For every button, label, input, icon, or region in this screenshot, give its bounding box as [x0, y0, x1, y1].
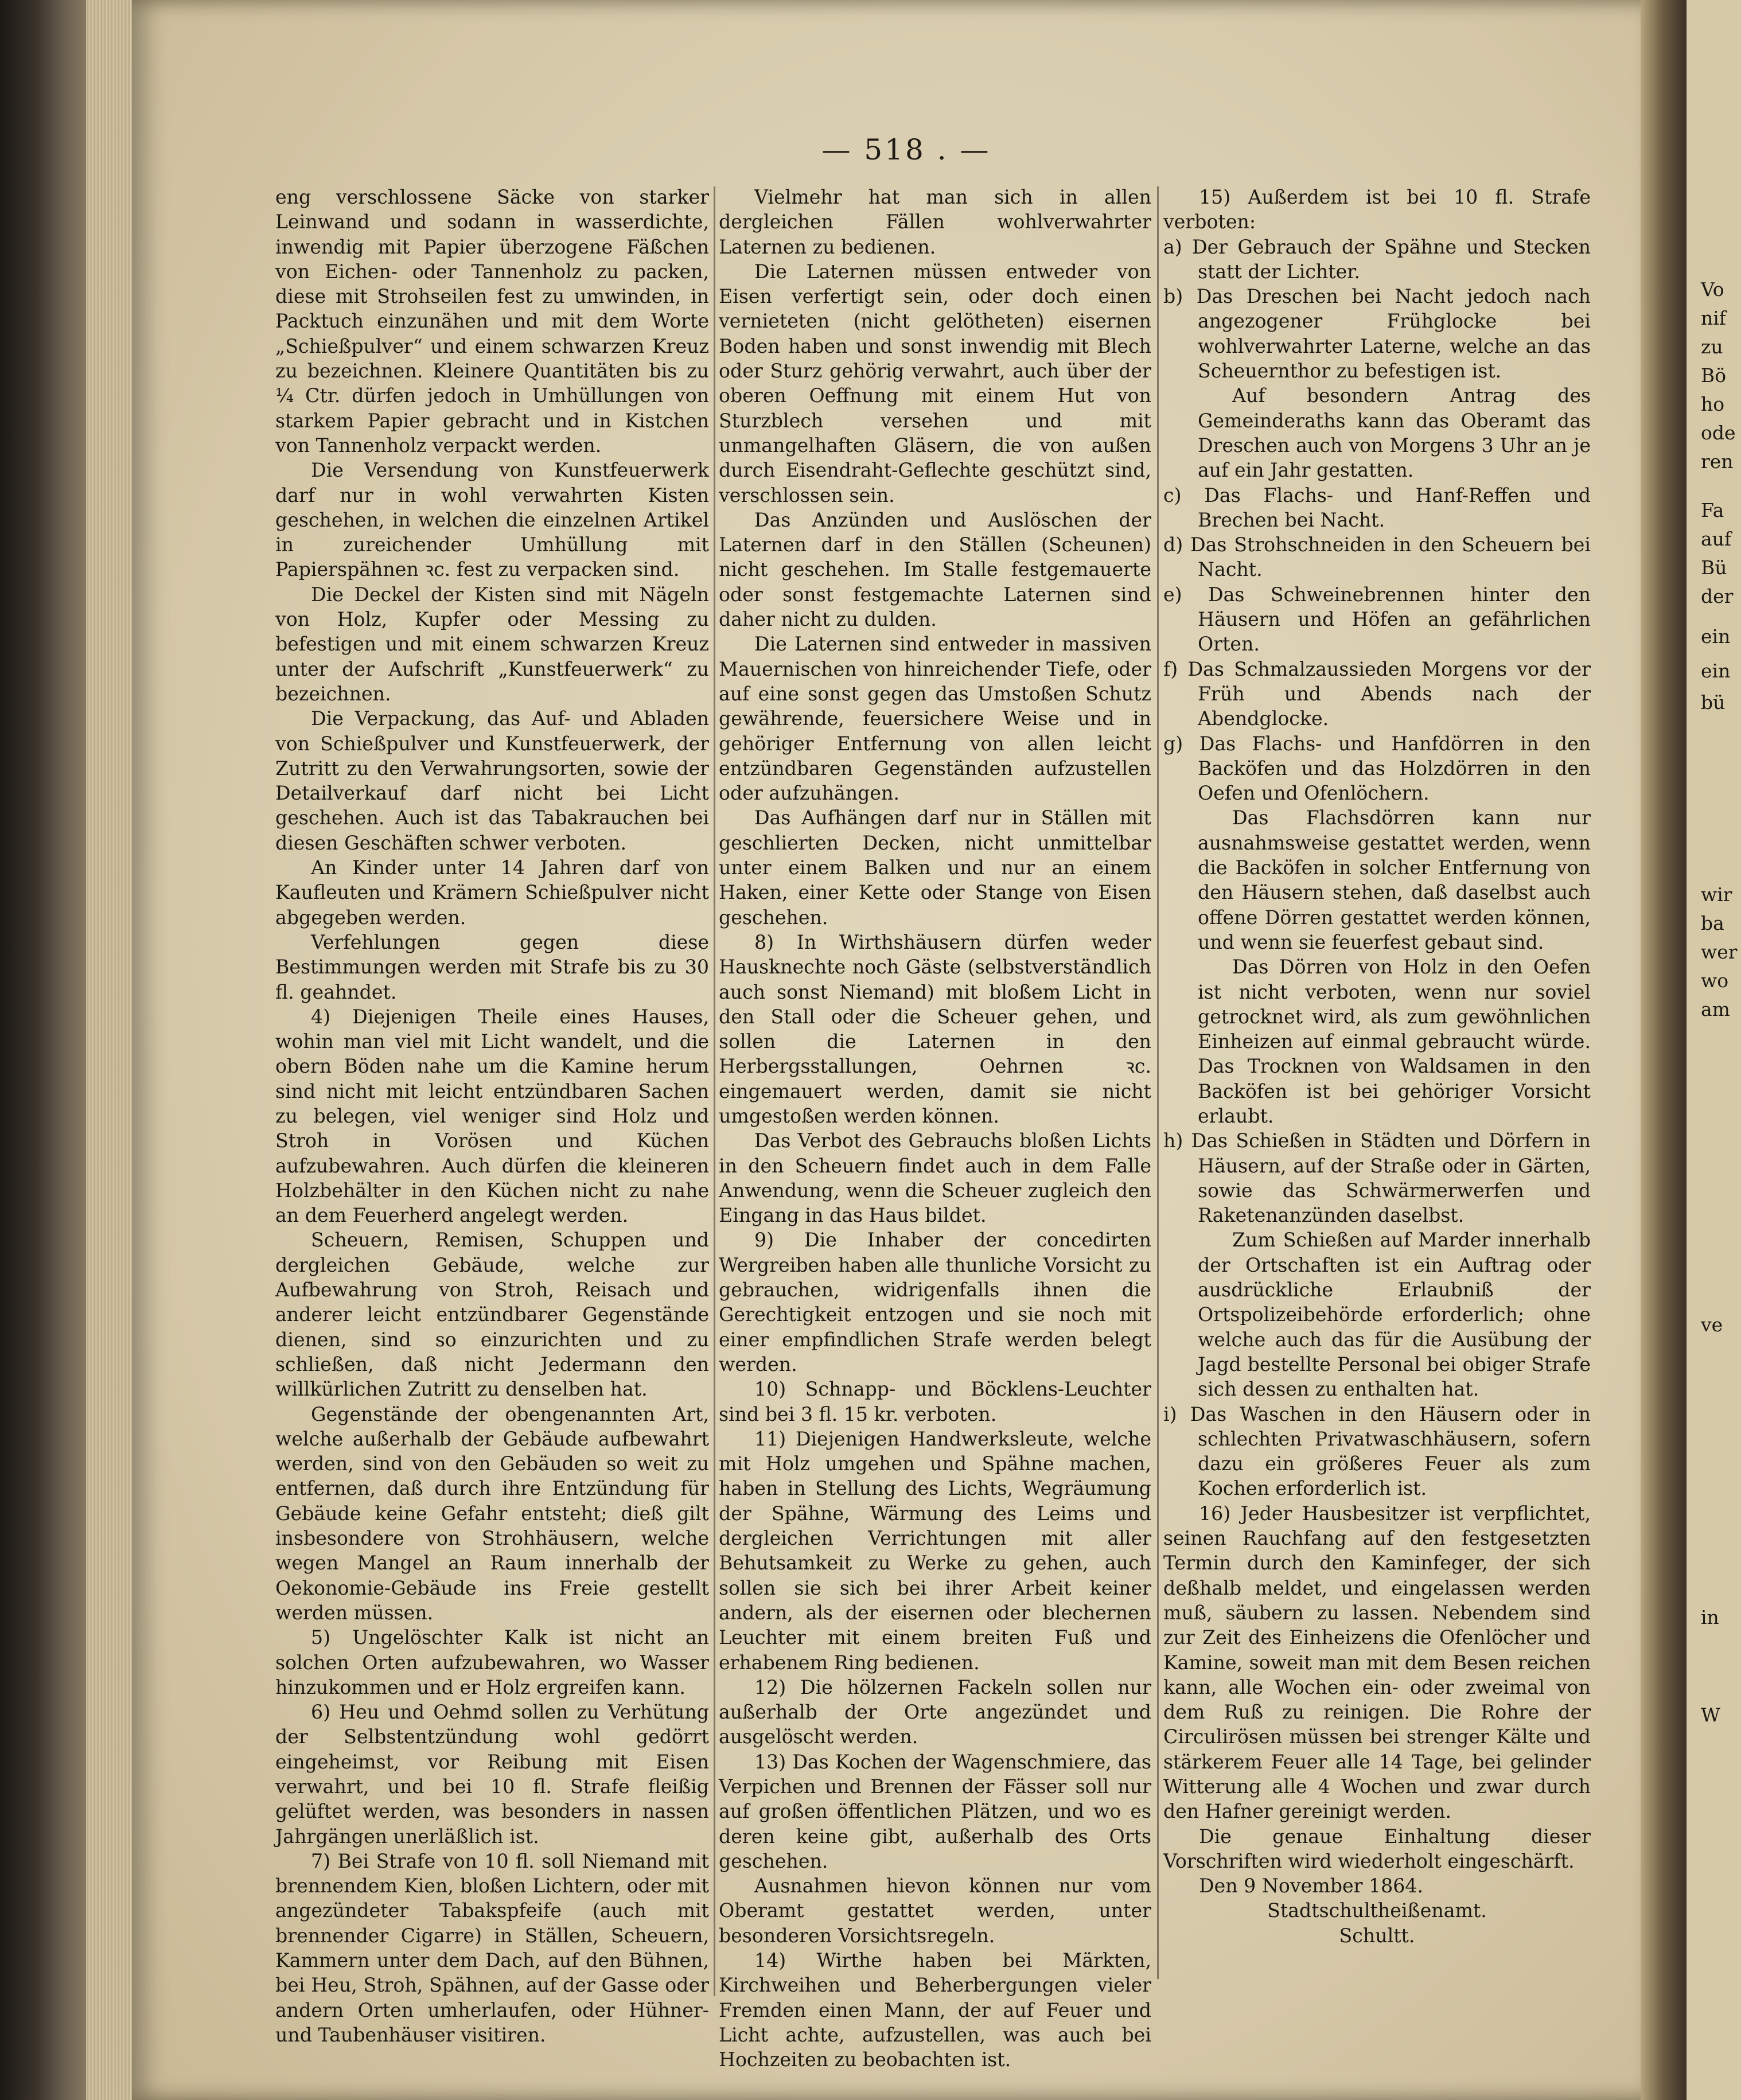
item-label: c) [1163, 484, 1182, 507]
office-line: Stadtschultheißenamt. [1267, 1899, 1487, 1922]
fragment-word: ho [1701, 393, 1725, 415]
fragment-word: Fa [1701, 499, 1724, 521]
fragment-word: auf [1701, 528, 1732, 550]
fragment-word: ein [1701, 625, 1731, 648]
item-label: a) [1163, 235, 1182, 258]
item-label: h) [1163, 1129, 1183, 1152]
section-heading: 15) Außerdem ist bei 10 fl. Strafe verboten: [1163, 186, 1591, 233]
fragment-word: zu [1701, 336, 1723, 358]
fragment-word: Vo [1701, 278, 1724, 301]
item-label: b) [1163, 285, 1183, 308]
paragraph: Das Verbot des Gebrauchs bloßen Lichts in den Scheuern findet auch in dem Falle Anwendung, wenn die Scheuer zugleich den Eingang in das Haus bildet. [719, 1129, 1151, 1227]
paragraph: An Kinder unter 14 Jahren darf von Kaufleuten und Krämern Schießpulver nicht abgegeben werden. [275, 856, 709, 929]
paragraph: 11) Diejenigen Handwerksleute, welche mit Holz umgehen und Spähne machen, haben in Stellung des Lichts, Wegräumung der Spähne, Wärmung des Leims und dergleichen Verrichtungen mit aller Behutsamkeit zu Werke zu gehen, auch sollen sie sich bei ihrer Arbeit keiner andern, als der eisernen oder blechernen Leuchter mit einem breiten Fuß und erhabenem Ring bedienen. [719, 1427, 1151, 1674]
fragment-word: wo [1701, 969, 1729, 992]
list-item [1163, 532, 1591, 582]
paragraph: Die Laternen sind entweder in massiven Mauernischen von hinreichender Tiefe, oder auf eine sonst gegen das Umstoßen Schutz gewährende, feuersichere Weise und in gehöriger Entfernung von allen leicht entzündbaren Gegenständen aufzustellen oder aufzuhängen. [719, 633, 1151, 805]
fragment-word: ve [1701, 1314, 1723, 1336]
fragment-word: ode [1701, 422, 1736, 444]
page-number: — 518 . — [821, 133, 991, 166]
item-text: Das Flachs- und Hanf-Reffen und Brechen bei Nacht. [1198, 484, 1591, 531]
item-note: Das Dörren von Holz in den Oefen ist nicht verboten, wenn nur soviel getrocknet wird, als zum gewöhnlichen Einheizen auf einmal gebraucht würde. Das Trocknen von Waldsamen in den Backöfen ist bei gehöriger Vorsicht erlaubt. [1198, 956, 1591, 1127]
fragment-word: Bö [1701, 364, 1727, 387]
paragraph: 13) Das Kochen der Wagenschmiere, das Verpichen und Brennen der Fässer soll nur auf großen öffentlichen Plätzen, und wo es deren keine gibt, außerhalb des Orts geschehen. [719, 1750, 1151, 1872]
list-item [1163, 1402, 1591, 1501]
item-label: g) [1163, 732, 1183, 755]
paragraph: Vielmehr hat man sich in allen dergleichen Fällen wohlverwahrter Laternen zu bedienen. [719, 186, 1151, 258]
list-item [1163, 483, 1591, 533]
text-column-2 [719, 185, 1151, 2072]
paragraph: Die Verpackung, das Auf- und Abladen von Schießpulver und Kunstfeuerwerk, der Zutritt zu den Verwahrungsorten, sowie der Detailverkauf darf nicht bei Licht geschehen. Auch ist das Tabakrauchen bei diesen Geschäften schwer verboten. [275, 707, 709, 854]
column-divider [1157, 186, 1159, 1979]
item-label: i) [1163, 1402, 1177, 1425]
fragment-word: ein [1701, 660, 1731, 682]
paragraph: Die Versendung von Kunstfeuerwerk darf nur in wohl verwahrten Kisten geschehen, in welchen die einzelnen Artikel in zureichender Umhüllung mit Papierspähnen ꝛc. fest zu verpacken sind. [275, 459, 709, 581]
paragraph: Ausnahmen hievon können nur vom Oberamt gestattet werden, unter besonderen Vorsichtsregeln. [719, 1875, 1151, 1947]
paragraph: 14) Wirthe haben bei Märkten, Kirchweihen und Beherbergungen vieler Fremden einen Mann, der auf Feuer und Licht achte, aufzustellen, was auch bei Hochzeiten zu beobachten ist. [719, 1949, 1151, 2071]
paragraph: Die Deckel der Kisten sind mit Nägeln von Holz, Kupfer oder Messing zu befestigen und mit einem schwarzen Kreuz unter der Aufschrift „Kunstfeuerwerk“ zu bezeichnen. [275, 583, 709, 705]
fragment-word: ba [1701, 912, 1724, 934]
book-gutter [1641, 0, 1687, 2100]
paragraph: 8) In Wirthshäusern dürfen weder Hausknechte noch Gäste (selbstverständlich auch sonst Niemand) mit bloßem Licht in den Stall oder die Scheuer gehen, und sollen die Laternen in den Herbergsstallungen, Oehrnen ꝛc. eingemauert werden, damit sie nicht umgestoßen werden können. [719, 930, 1151, 1127]
paragraph: Scheuern, Remisen, Schuppen und dergleichen Gebäude, welche zur Aufbewahrung von Stroh, Reisach und anderer leicht entzündbarer Gegenstände dienen, sind so einzurichten und zu schließen, daß nicht Jedermann den willkürlichen Zutritt zu denselben hat. [275, 1229, 709, 1401]
item-text: Das Flachs- und Hanfdörren in den Backöfen und das Holzdörren in den Oefen und Ofenlöchern. [1198, 732, 1591, 805]
item-note: Zum Schießen auf Marder innerhalb der Ortschaften ist ein Auftrag oder ausdrückliche Erlaubniß der Ortspolizeibehörde erforderlich; ohne welche auch das für die Ausübung der Jagd bestellte Personal bei obiger Strafe sich dessen zu enthalten hat. [1198, 1229, 1591, 1401]
paragraph: Das Anzünden und Auslöschen der Laternen darf in den Ställen (Scheunen) nicht geschehen. Im Stalle festgemauerte oder sonst festgemachte Laternen sind daher nicht zu dulden. [719, 508, 1151, 631]
paragraph: 5) Ungelöschter Kalk ist nicht an solchen Orten aufzubewahren, wo Wasser hinzukommen und er Holz ergreifen kann. [275, 1626, 709, 1698]
paragraph: 4) Diejenigen Theile eines Hauses, wohin man viel mit Licht wandelt, und die obern Böden nahe um die Kamine herum sind nicht mit leicht entzündbaren Sachen zu belegen, viel weniger sind Holz und Stroh in Vorösen und Küchen aufzubewahren. Auch dürfen die kleineren Holzbehälter in den Küchen nicht zu nahe an dem Feuerherd angelegt werden. [275, 1005, 709, 1227]
item-label: f) [1163, 657, 1178, 680]
paragraph: 9) Die Inhaber der concedirten Wergreiben haben alle thunliche Vorsicht zu gebrauchen, widrigenfalls ihnen die Gerechtigkeit entzogen und sie noch mit einer empfindlichen Strafe werden belegt werden. [719, 1229, 1151, 1376]
item-text: Der Gebrauch der Spähne und Stecken statt der Lichter. [1191, 235, 1591, 283]
column-divider [714, 186, 715, 1996]
paragraph: Gegenstände der obengenannten Art, welche außerhalb der Gebäude aufbewahrt werden, sind von den Gebäuden so weit zu entfernen, daß durch ihre Entzündung für Gebäude keine Gefahr entsteht; dieß gilt insbesondere von Strohhäusern, welche wegen Mangel an Raum innerhalb der Oekonomie-Gebäude ins Freie gestellt werden müssen. [275, 1402, 709, 1624]
date-line: Den 9 November 1864. [1199, 1875, 1424, 1898]
paragraph: 12) Die hölzernen Fackeln sollen nur außerhalb der Orte angezündet und ausgelöscht werden. [719, 1676, 1151, 1748]
paragraph: 6) Heu und Oehmd sollen zu Verhütung der Selbstentzündung wohl gedörrt eingeheimst, vor Reibung mit Eisen verwahrt, und bei 10 fl. Strafe fleißig gelüftet werden, was besonders in nassen Jahrgängen unerläßlich ist. [275, 1701, 709, 1848]
fragment-word: W [1701, 1704, 1720, 1726]
signature: Schultt. [1339, 1924, 1415, 1947]
fragment-word: Bü [1701, 556, 1727, 579]
paragraph: Die Laternen müssen entweder von Eisen verfertigt sein, oder doch einen vernieteten (nicht gelötheten) eisernen Boden haben und sonst inwendig mit Blech oder Sturz gehörig verwahrt, auch über der oberen Oeffnung mit einem Hut von Sturzblech versehen und mit unmangelhaften Gläsern, die von außen durch Eisendraht-Geflechte geschützt sind, verschlossen sein. [719, 260, 1151, 507]
closing-paragraph: Die genaue Einhaltung dieser Vorschriften wird wiederholt eingeschärft. [1163, 1825, 1591, 1872]
paragraph: 16) Jeder Hausbesitzer ist verpflichtet, seinen Rauchfang auf den festgesetzten Termin durch den Kaminfeger, der sich deßhalb meldet, und eingelassen werden muß, säubern zu lassen. Nebendem sind zur Zeit des Einheizens die Ofenlöcher und Kamine, soweit man mit dem Besen reichen kann, alle Wochen ein- oder zweimal von dem Ruß zu reinigen. Die Rohre der Circulirösen müssen bei strenger Kälte und stärkerem Feuer alle 14 Tage, bei gelinder Witterung alle 4 Wochen und zwar durch den Hafner gereinigt werden. [1163, 1502, 1591, 1823]
item-text: Das Strohschneiden in den Scheuern bei Nacht. [1190, 533, 1591, 581]
paragraph: 10) Schnapp- und Böcklens-Leuchter sind bei 3 fl. 15 kr. verboten. [719, 1378, 1151, 1425]
fragment-word: in [1701, 1606, 1719, 1628]
list-item [1163, 731, 1591, 806]
paragraph: Verfehlungen gegen diese Bestimmungen werden mit Strafe bis zu 30 fl. geahndet. [275, 930, 709, 1003]
fragment-word: der [1701, 585, 1734, 607]
paragraph: Das Aufhängen darf nur in Ställen mit geschlierten Decken, nicht unmittelbar unter einem Balken und nur an einem Haken, einer Kette oder Stange von Eisen geschehen. [719, 807, 1151, 929]
list-item [1163, 284, 1591, 383]
fragment-word: bü [1701, 691, 1726, 714]
text-column-1 [275, 185, 709, 2047]
item-note: Das Flachsdörren kann nur ausnahmsweise gestattet werden, wenn die Backöfen in solcher Entfernung von den Häusern stehen, daß daselbst auch offene Dörren gestattet werden können, und wenn sie feuerfest gebaut sind. [1198, 807, 1591, 953]
item-text: Das Schweinebrennen hinter den Häusern und Höfen an gefährlichen Orten. [1198, 583, 1591, 656]
fragment-word: wir [1701, 883, 1732, 906]
item-label: d) [1163, 533, 1183, 556]
list-item [1163, 657, 1591, 731]
book-spine-edge [0, 0, 92, 2100]
list-item [1163, 235, 1591, 285]
paragraph: eng verschlossene Säcke von starker Leinwand und sodann in wasserdichte, inwendig mit Papier überzogene Fäßchen von Eichen- oder Tannenholz zu packen, diese mit Strohseilen fest zu umwinden, in Packtuch einzunähen und mit dem Worte „Schießpulver“ und einem schwarzen Kreuz zu bezeichnen. Kleinere Quantitäten bis zu ¼ Ctr. dürfen jedoch in Umhüllungen von starkem Papier gebracht und in Kistchen von Tannenholz verpackt werden. [275, 186, 709, 457]
fragment-word: wer [1701, 941, 1738, 963]
text-column-3 [1163, 185, 1591, 1948]
fragment-word: am [1701, 998, 1730, 1020]
item-text: Das Schmalzaussieden Morgens vor der Früh und Abends nach der Abendglocke. [1187, 657, 1591, 730]
paragraph: 7) Bei Strafe von 10 fl. soll Niemand mit brennendem Kien, bloßen Lichtern, oder mit angezündeter Tabakspfeife (auch mit brennender Cigarre) in Ställen, Scheuern, Kammern unter dem Dach, auf den Bühnen, bei Heu, Stroh, Spähnen, auf der Gasse oder andern Orten umherlaufen, oder Hühner- und Taubenhäuser visitiren. [275, 1849, 709, 2046]
list-item [1163, 582, 1591, 657]
item-note: Auf besondern Antrag des Gemeinderaths kann das Oberamt das Dreschen auch von Morgens 3 Uhr an je auf ein Jahr gestatten. [1198, 384, 1591, 482]
fragment-word: ren [1701, 450, 1734, 473]
list-item [1163, 1128, 1591, 1228]
item-text: Das Waschen in den Häusern oder in schlechten Privatwaschhäusern, sofern dazu ein größeres Feuer als zum Kochen erforderlich ist. [1190, 1402, 1591, 1500]
fragment-word: nif [1701, 307, 1727, 329]
item-text: Das Dreschen bei Nacht jedoch nach angezogener Frühglocke bei wohlverwahrter Laterne, welche an das Scheuernthor zu befestigen ist. [1196, 285, 1591, 383]
item-text: Das Schießen in Städten und Dörfern in Häusern, auf der Straße oder in Gärten, sowie das Schwärmerwerfen und Raketenanzünden daselbst. [1191, 1129, 1591, 1227]
item-label: e) [1163, 583, 1182, 606]
